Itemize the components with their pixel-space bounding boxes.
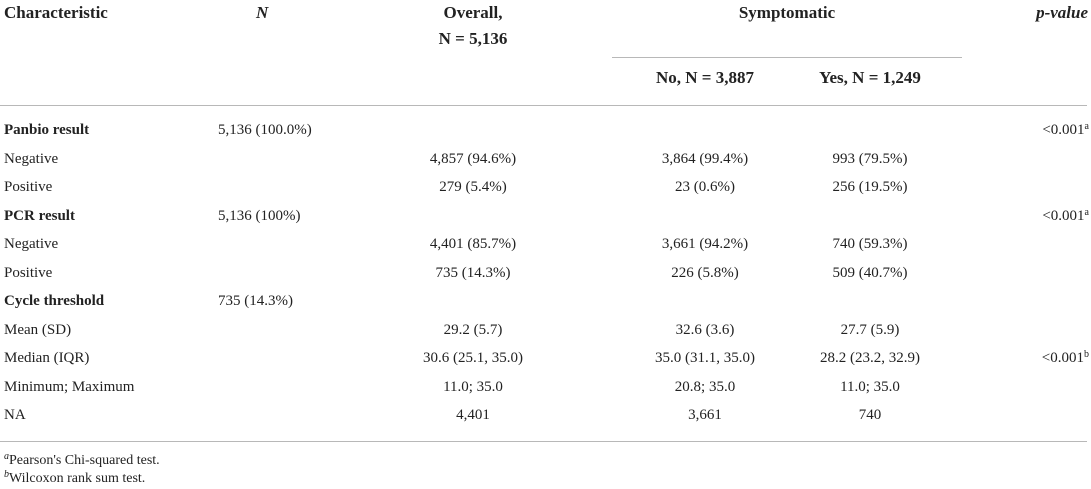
table-row — [0, 145, 1091, 173]
cell-yes: 11.0; 35.0 — [840, 378, 900, 395]
table-row — [0, 173, 1091, 201]
header-symptomatic: Symptomatic — [738, 3, 836, 22]
cell-no: 20.8; 35.0 — [674, 378, 736, 395]
table-row — [0, 287, 1091, 315]
header-characteristic: Characteristic — [4, 3, 108, 22]
pvalue-text: <0.001 — [1042, 122, 1085, 138]
cell-overall: 29.2 (5.7) — [443, 321, 503, 338]
cell-no: 35.0 (31.1, 35.0) — [655, 350, 755, 366]
row-label: Panbio result — [4, 122, 90, 138]
cell-yes: 740 — [858, 407, 882, 423]
cell-overall: 4,401 — [456, 407, 490, 423]
pvalue-superscript: a — [1084, 206, 1089, 218]
cell-yes: 28.2 (23.2, 32.9) — [820, 350, 920, 366]
row-label: Negative — [4, 236, 59, 252]
cell-overall: 4,857 (94.6%) — [429, 150, 517, 167]
cell-overall: 4,401 (85.7%) — [429, 236, 517, 252]
pvalue-superscript: a — [1084, 121, 1089, 132]
header-overall-line1: Overall, — [443, 3, 503, 22]
pvalue-superscript: b — [1084, 349, 1089, 360]
cell-yes: 509 (40.7%) — [832, 264, 908, 281]
table-row — [0, 401, 1091, 429]
row-label: Negative — [4, 150, 59, 167]
cell-overall: 30.6 (25.1, 35.0) — [423, 350, 523, 366]
row-label: Minimum; Maximum — [4, 378, 135, 395]
table-row — [0, 202, 1091, 230]
symptomatic-spanner-rule — [612, 57, 962, 58]
table-row — [0, 230, 1091, 258]
header-bottom-rule — [0, 105, 1087, 106]
cell-no: 23 (0.6%) — [675, 179, 735, 195]
cell-overall: 11.0; 35.0 — [443, 378, 503, 395]
footnote-a-mark: a — [4, 451, 9, 462]
footnote-b — [4, 469, 145, 489]
cell-no: 3,864 (99.4%) — [661, 150, 749, 167]
table-row — [0, 344, 1091, 372]
row-label: NA — [4, 407, 26, 423]
cell-overall: 279 (5.4%) — [439, 179, 507, 195]
row-label: Cycle threshold — [4, 293, 105, 309]
pvalue-text: <0.001 — [1042, 207, 1085, 224]
footnote-b-text: Wilcoxon rank sum test. — [9, 471, 146, 486]
table-row — [0, 316, 1091, 344]
table-row — [0, 259, 1091, 287]
footnote-a — [4, 451, 160, 471]
header-overall — [378, 2, 568, 50]
cell-no: 3,661 (94.2%) — [661, 236, 749, 252]
cell-yes: 27.7 (5.9) — [840, 321, 900, 338]
row-label: PCR result — [4, 207, 75, 224]
header-pvalue: p-value — [1036, 3, 1088, 22]
footnote-b-mark: b — [4, 469, 9, 480]
cell-yes: 740 (59.3%) — [832, 236, 908, 252]
cell-no: 32.6 (3.6) — [675, 321, 735, 338]
row-label: Positive — [4, 264, 53, 281]
cell-pvalue — [985, 116, 1089, 144]
cell-n: 735 (14.3%) — [218, 293, 293, 309]
cell-no: 3,661 — [688, 407, 722, 423]
header-no: No, N = 3,887 — [656, 68, 754, 87]
row-label: Median (IQR) — [4, 350, 90, 366]
table-bottom-rule — [0, 441, 1087, 442]
row-label: Positive — [4, 179, 53, 195]
cell-n: 5,136 (100%) — [218, 207, 301, 224]
header-yes: Yes, N = 1,249 — [819, 68, 921, 87]
footnote-a-text: Pearson's Chi-squared test. — [9, 453, 160, 468]
cell-pvalue — [985, 344, 1089, 372]
row-label: Mean (SD) — [4, 321, 72, 338]
cell-yes: 256 (19.5%) — [832, 179, 908, 195]
header-overall-line2: N = 5,136 — [438, 29, 508, 48]
cell-n: 5,136 (100.0%) — [218, 122, 312, 138]
table-row — [0, 373, 1091, 401]
cell-yes: 993 (79.5%) — [832, 150, 908, 167]
cell-overall: 735 (14.3%) — [435, 264, 511, 281]
table-row — [0, 116, 1091, 144]
pvalue-text: <0.001 — [1041, 350, 1084, 366]
header-n: N — [256, 3, 269, 22]
cell-pvalue — [985, 202, 1089, 230]
cell-no: 226 (5.8%) — [671, 264, 739, 281]
